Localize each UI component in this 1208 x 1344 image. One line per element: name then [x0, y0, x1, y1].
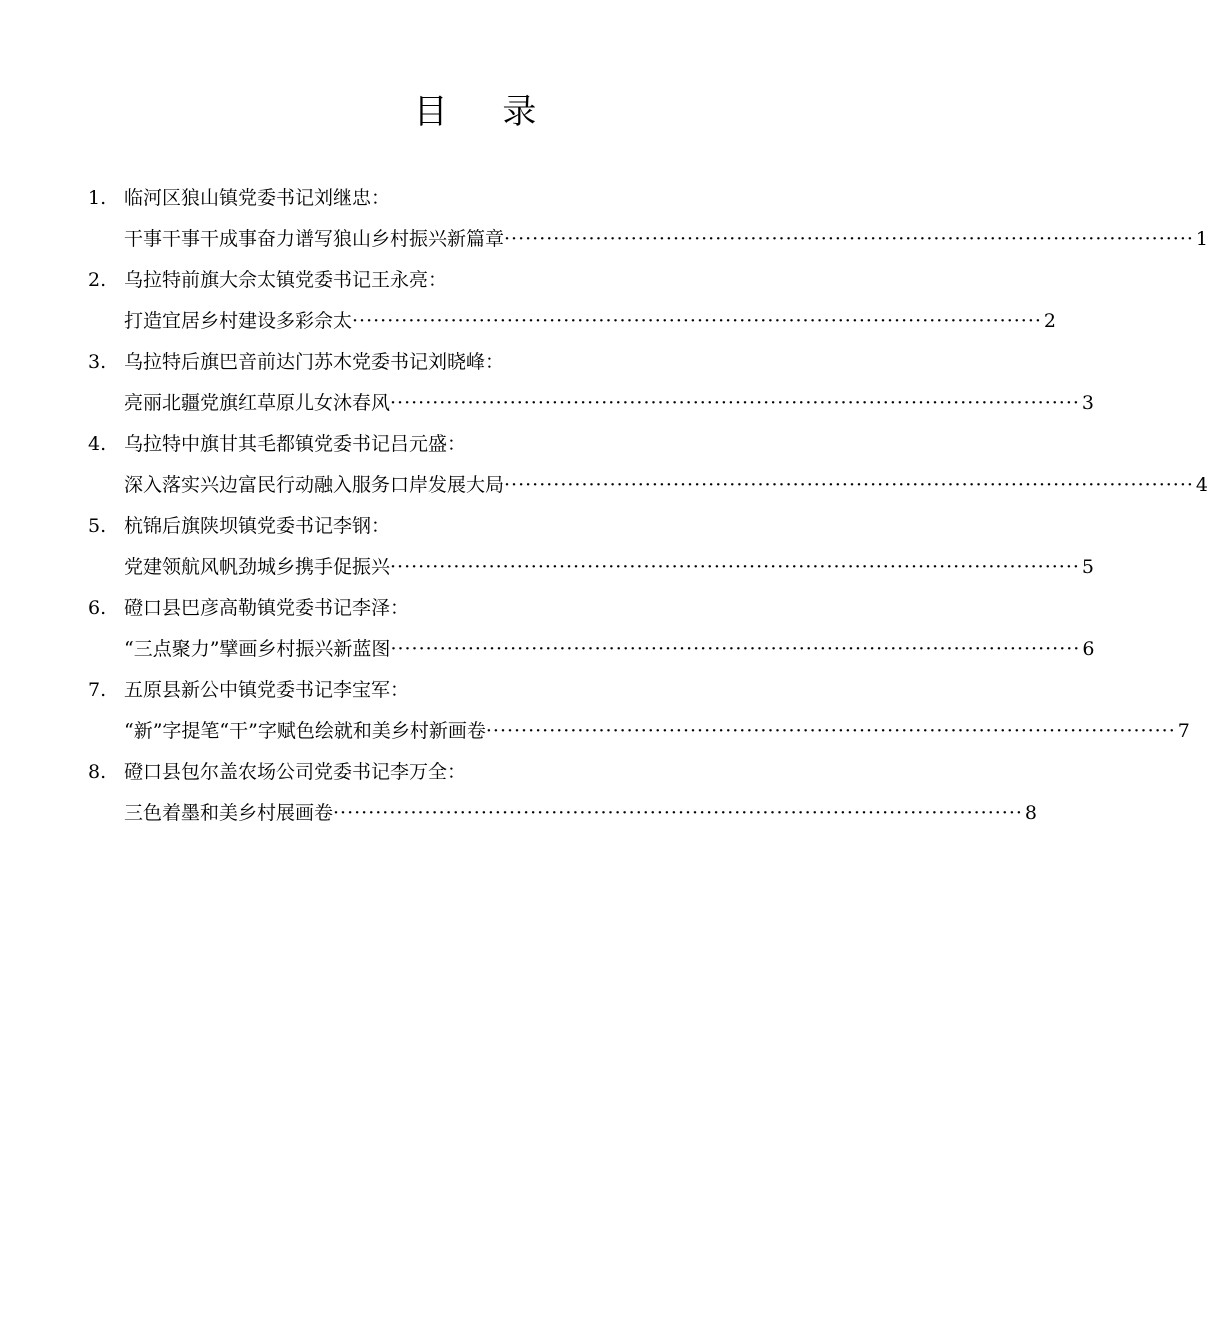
toc-entry[interactable]: [88, 342, 1094, 424]
toc-entry-heading: [88, 260, 852, 301]
toc-entry-subtitle: 党建领航风帆劲城乡携手促振兴: [124, 556, 391, 578]
toc-entry-subtitle: “新”字提笔“干”字赋色绘就和美乡村新画卷: [124, 720, 486, 742]
toc-entry-heading-text: 五原县新公中镇党委书记李宝军：: [124, 679, 410, 701]
toc-entry-number: 7.: [88, 679, 107, 701]
toc-page-number: 3: [1081, 392, 1094, 414]
toc-entry-number: 5.: [88, 515, 107, 537]
toc-entry-heading-text: 磴口县巴彦高勒镇党委书记李泽：: [124, 597, 410, 619]
toc-entry-subtitle-line: [88, 301, 1056, 342]
toc-entry[interactable]: [88, 178, 1208, 260]
toc-entry[interactable]: [88, 670, 1190, 752]
toc-entry-subtitle: 打造宜居乡村建设多彩佘太: [124, 310, 353, 332]
toc-entry-subtitle: 干事干事干成事奋力谱写狼山乡村振兴新篇章: [124, 228, 505, 250]
toc-entry-subtitle-line: [88, 629, 1095, 670]
toc-entry-subtitle-line: [88, 383, 1094, 424]
dot-leader: ··································································································: [390, 638, 1081, 660]
toc-entry-number: 1.: [88, 187, 107, 209]
toc-entry[interactable]: [88, 588, 1095, 670]
dot-leader: ··································································································: [485, 720, 1176, 742]
toc-page-number: 6: [1082, 638, 1095, 660]
dot-leader: ··································································································: [390, 556, 1080, 578]
page-title: 目 录: [413, 92, 559, 132]
dot-leader: ··································································································: [352, 310, 1042, 332]
toc-entry-heading-text: 乌拉特后旗巴音前达门苏木党委书记刘晓峰：: [124, 351, 505, 373]
toc-entry-subtitle-line: [88, 793, 1037, 834]
toc-entry-subtitle-line: [88, 547, 1094, 588]
toc-entry-number: 3.: [88, 351, 107, 373]
toc-entry-number: 4.: [88, 433, 107, 455]
toc-entry-heading: [88, 424, 852, 465]
toc-entry-number: 8.: [88, 761, 107, 783]
dot-leader: ··································································································: [504, 474, 1194, 496]
toc-entry-subtitle-line: [88, 219, 1208, 260]
toc-entry-heading: [88, 752, 852, 793]
toc-entry-number: 6.: [88, 597, 107, 619]
toc-entry-heading: [88, 342, 852, 383]
toc-list: [88, 178, 1208, 834]
toc-entry-heading-text: 杭锦后旗陕坝镇党委书记李钢：: [124, 515, 391, 537]
toc-page-number: 8: [1024, 802, 1037, 824]
toc-entry[interactable]: [88, 260, 1056, 342]
toc-page-number: 4: [1195, 474, 1208, 496]
toc-entry-subtitle: 深入落实兴边富民行动融入服务口岸发展大局: [124, 474, 505, 496]
toc-entry-heading: [88, 588, 852, 629]
dot-leader: ··································································································: [390, 392, 1080, 414]
toc-entry-subtitle: “三点聚力”擘画乡村振兴新蓝图: [124, 638, 391, 660]
toc-entry-heading: [88, 178, 852, 219]
toc-entry[interactable]: [88, 752, 1037, 834]
dot-leader: ··································································································: [333, 802, 1023, 824]
toc-entry-heading: [88, 506, 852, 547]
dot-leader: ··································································································: [504, 228, 1194, 250]
toc-entry-subtitle: 三色着墨和美乡村展画卷: [124, 802, 334, 824]
toc-entry-heading-text: 乌拉特中旗甘其毛都镇党委书记吕元盛：: [124, 433, 467, 455]
toc-entry-heading-text: 临河区狼山镇党委书记刘继忠：: [124, 187, 391, 209]
toc-entry[interactable]: [88, 506, 1094, 588]
toc-entry-subtitle-line: [88, 711, 1190, 752]
toc-entry-heading: [88, 670, 852, 711]
toc-entry-heading-text: 磴口县包尔盖农场公司党委书记李万全：: [124, 761, 467, 783]
toc-page-number: 1: [1195, 228, 1208, 250]
toc-entry-number: 2.: [88, 269, 107, 291]
toc-page-number: 2: [1043, 310, 1056, 332]
toc-page-number: 5: [1081, 556, 1094, 578]
toc-page-number: 7: [1177, 720, 1190, 742]
toc-entry[interactable]: [88, 424, 1208, 506]
toc-entry-subtitle-line: [88, 465, 1208, 506]
toc-entry-heading-text: 乌拉特前旗大佘太镇党委书记王永亮：: [124, 269, 448, 291]
toc-entry-subtitle: 亮丽北疆党旗红草原儿女沐春风: [124, 392, 391, 414]
